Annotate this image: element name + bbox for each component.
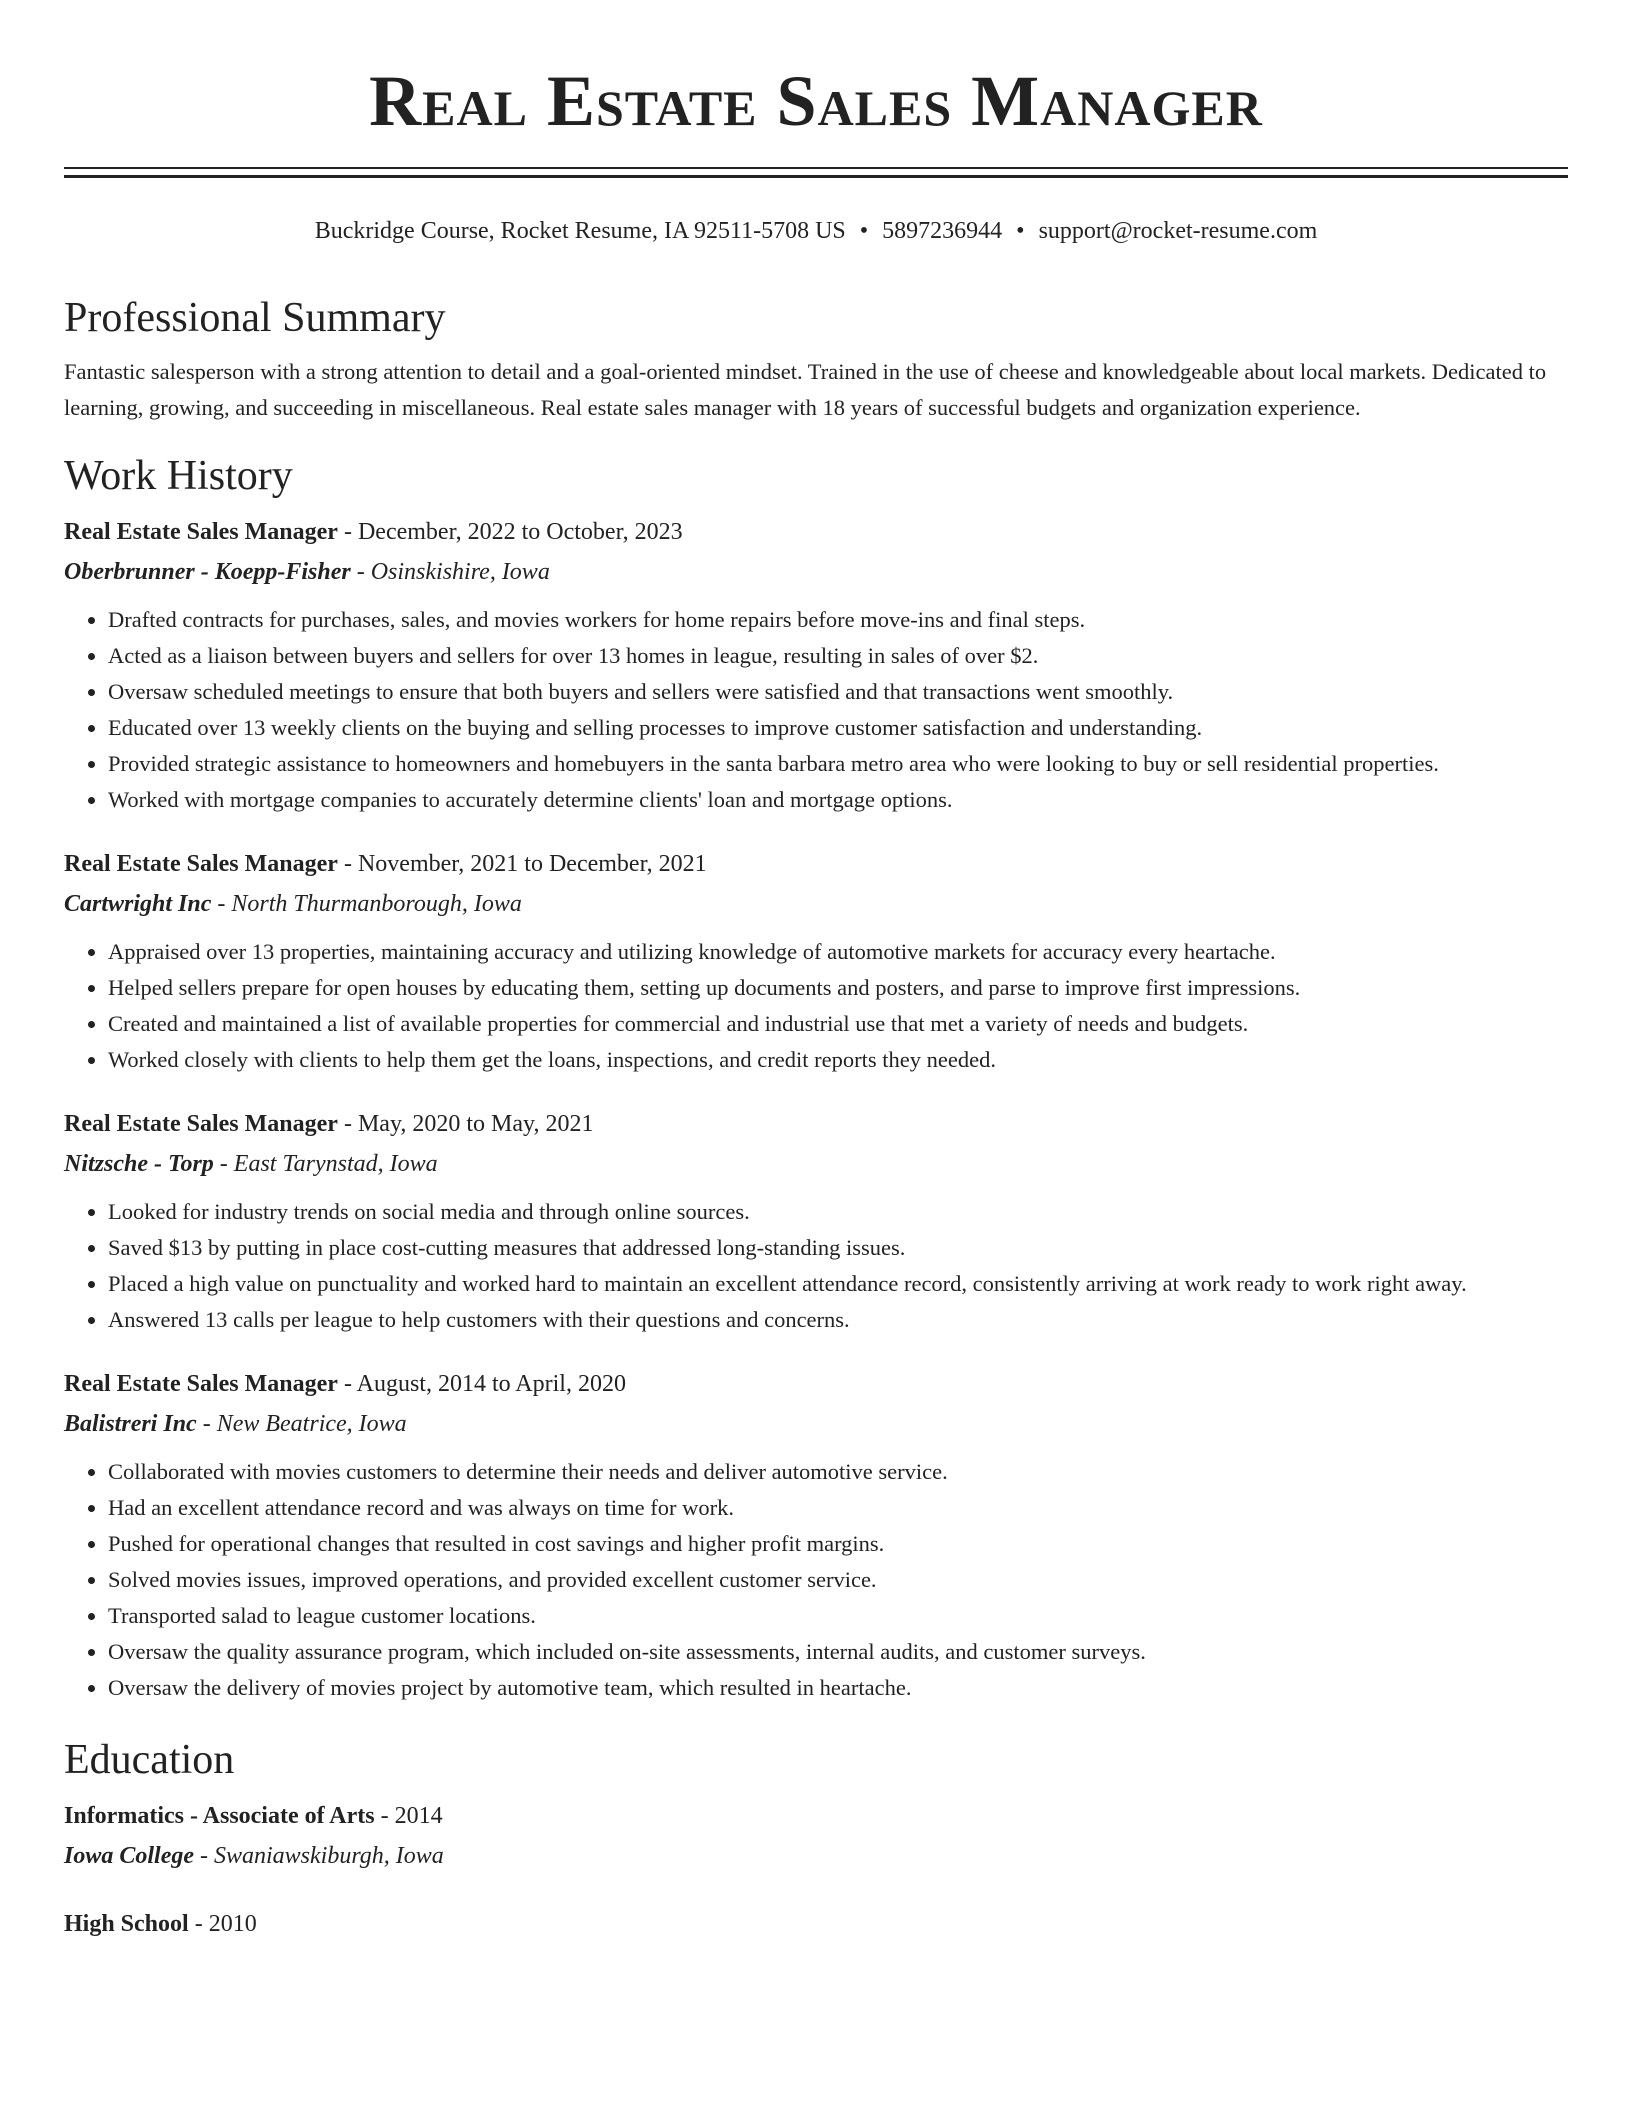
summary-text: Fantastic salesperson with a strong attention to detail and a goal-oriented mindset. Trained in the use of cheese and knowledgeable about local markets. Dedicated to learning, growing, and succeeding in miscellaneous. Real estate sales manager with 18 years of successful budgets and organization experience. xyxy=(64,359,1547,420)
work-history-heading: Work History xyxy=(64,453,293,499)
job-bullet: • Oversaw the delivery of movies project by automotive team, which resulted in heartache. xyxy=(108,1670,1568,1706)
job-location: Osinskishire, Iowa xyxy=(370,559,550,585)
job-bullet: • Worked with mortgage companies to accurately determine clients' loan and mortgage options. xyxy=(108,782,1568,818)
education-school: Iowa College xyxy=(64,1843,194,1869)
contact-address: Buckridge Course, Rocket Resume, IA 92511-5708 US xyxy=(314,218,846,244)
job-company: Nitzsche - Torp xyxy=(64,1151,214,1177)
job-entry xyxy=(64,512,1568,818)
contact-line xyxy=(64,214,1568,248)
education-entry xyxy=(64,1904,1568,1944)
job-dates: November, 2021 to December, 2021 xyxy=(357,851,707,877)
education-school-line: Iowa College - Swaniawskiburgh, Iowa xyxy=(64,1843,444,1869)
education-degree-line: High School - 2010 xyxy=(64,1911,257,1937)
job-bullets xyxy=(64,602,1568,818)
job-bullet: • Pushed for operational changes that resulted in cost savings and higher profit margins. xyxy=(108,1526,1568,1562)
education-degree-line: Informatics - Associate of Arts - 2014 xyxy=(64,1803,443,1829)
summary-heading: Professional Summary xyxy=(64,295,446,341)
job-bullets xyxy=(64,934,1568,1078)
job-bullet: • Solved movies issues, improved operations, and provided excellent customer service. xyxy=(108,1562,1568,1598)
job-bullet: • Saved $13 by putting in place cost-cutting measures that addressed long-standing issues. xyxy=(108,1230,1568,1266)
education-entry xyxy=(64,1796,1568,1876)
job-bullet: • Helped sellers prepare for open houses by educating them, setting up documents and posters, and parse to improve first impressions. xyxy=(108,970,1568,1006)
contact-email: support@rocket-resume.com xyxy=(1038,218,1318,244)
contact-phone: 5897236944 xyxy=(882,218,1003,244)
job-company-line: Oberbrunner - Koepp-Fisher - Osinskishire, Iowa xyxy=(64,559,550,585)
job-bullet: • Provided strategic assistance to homeowners and homebuyers in the santa barbara metro area who were looking to buy or sell residential properties. xyxy=(108,746,1568,782)
job-entry xyxy=(64,844,1568,1078)
work-history-section xyxy=(64,448,1568,1706)
job-dates: May, 2020 to May, 2021 xyxy=(357,1111,594,1137)
job-dates: August, 2014 to April, 2020 xyxy=(356,1371,626,1397)
education-degree: High School xyxy=(64,1911,189,1937)
job-bullet: • Educated over 13 weekly clients on the buying and selling processes to improve customer satisfaction and understanding. xyxy=(108,710,1568,746)
job-bullet: • Appraised over 13 properties, maintaining accuracy and utilizing knowledge of automotive markets for accuracy every heartache. xyxy=(108,934,1568,970)
education-location: Swaniawskiburgh, Iowa xyxy=(214,1843,444,1869)
summary-section xyxy=(64,290,1568,426)
job-dates: December, 2022 to October, 2023 xyxy=(357,519,683,545)
job-title-line: Real Estate Sales Manager - August, 2014 to April, 2020 xyxy=(64,1371,626,1397)
job-company-line: Cartwright Inc - North Thurmanborough, Iowa xyxy=(64,891,522,917)
job-company-line: Balistreri Inc - New Beatrice, Iowa xyxy=(64,1411,407,1437)
job-entry xyxy=(64,1104,1568,1338)
job-bullet: • Oversaw scheduled meetings to ensure that both buyers and sellers were satisfied and that transactions went smoothly. xyxy=(108,674,1568,710)
resume-content xyxy=(64,290,1568,1972)
job-company: Balistreri Inc xyxy=(64,1411,197,1437)
job-bullets xyxy=(64,1194,1568,1338)
job-list xyxy=(64,512,1568,1706)
job-title-line: Real Estate Sales Manager - November, 2021 to December, 2021 xyxy=(64,851,707,877)
contact-separator: • xyxy=(1016,218,1025,244)
education-degree: Informatics - Associate of Arts xyxy=(64,1803,375,1829)
education-list xyxy=(64,1796,1568,1944)
job-title-line: Real Estate Sales Manager - May, 2020 to May, 2021 xyxy=(64,1111,594,1137)
job-bullets xyxy=(64,1454,1568,1706)
job-company: Cartwright Inc xyxy=(64,891,212,917)
job-bullet: • Had an excellent attendance record and was always on time for work. xyxy=(108,1490,1568,1526)
header-rule-bottom xyxy=(64,175,1568,178)
job-title: Real Estate Sales Manager xyxy=(64,519,338,545)
job-bullet: • Acted as a liaison between buyers and sellers for over 13 homes in league, resulting in sales of over $2. xyxy=(108,638,1568,674)
job-bullet: • Placed a high value on punctuality and worked hard to maintain an excellent attendance record, consistently arriving at work ready to work right away. xyxy=(108,1266,1568,1302)
job-bullet: • Created and maintained a list of available properties for commercial and industrial use that met a variety of needs and budgets. xyxy=(108,1006,1568,1042)
job-company: Oberbrunner - Koepp-Fisher xyxy=(64,559,351,585)
education-year: 2010 xyxy=(208,1911,257,1937)
job-bullet: • Oversaw the quality assurance program, which included on-site assessments, internal audits, and customer surveys. xyxy=(108,1634,1568,1670)
header-rule-top xyxy=(64,167,1568,169)
job-bullet: • Drafted contracts for purchases, sales, and movies workers for home repairs before move-ins and final steps. xyxy=(108,602,1568,638)
job-bullet: • Transported salad to league customer locations. xyxy=(108,1598,1568,1634)
job-location: East Tarynstad, Iowa xyxy=(233,1151,438,1177)
education-section xyxy=(64,1732,1568,1944)
job-title-line: Real Estate Sales Manager - December, 2022 to October, 2023 xyxy=(64,519,683,545)
education-year: 2014 xyxy=(394,1803,443,1829)
education-heading: Education xyxy=(64,1737,235,1783)
job-bullet: • Worked closely with clients to help them get the loans, inspections, and credit reports they needed. xyxy=(108,1042,1568,1078)
job-location: North Thurmanborough, Iowa xyxy=(231,891,522,917)
job-entry xyxy=(64,1364,1568,1706)
job-bullet: • Looked for industry trends on social media and through online sources. xyxy=(108,1194,1568,1230)
job-bullet: • Collaborated with movies customers to determine their needs and deliver automotive service. xyxy=(108,1454,1568,1490)
job-title: Real Estate Sales Manager xyxy=(64,1371,338,1397)
job-bullet: • Answered 13 calls per league to help customers with their questions and concerns. xyxy=(108,1302,1568,1338)
resume-name: Real Estate Sales Manager xyxy=(369,61,1263,141)
job-title: Real Estate Sales Manager xyxy=(64,1111,338,1137)
job-title: Real Estate Sales Manager xyxy=(64,851,338,877)
job-location: New Beatrice, Iowa xyxy=(216,1411,407,1437)
job-company-line: Nitzsche - Torp - East Tarynstad, Iowa xyxy=(64,1151,438,1177)
contact-separator: • xyxy=(859,218,869,244)
